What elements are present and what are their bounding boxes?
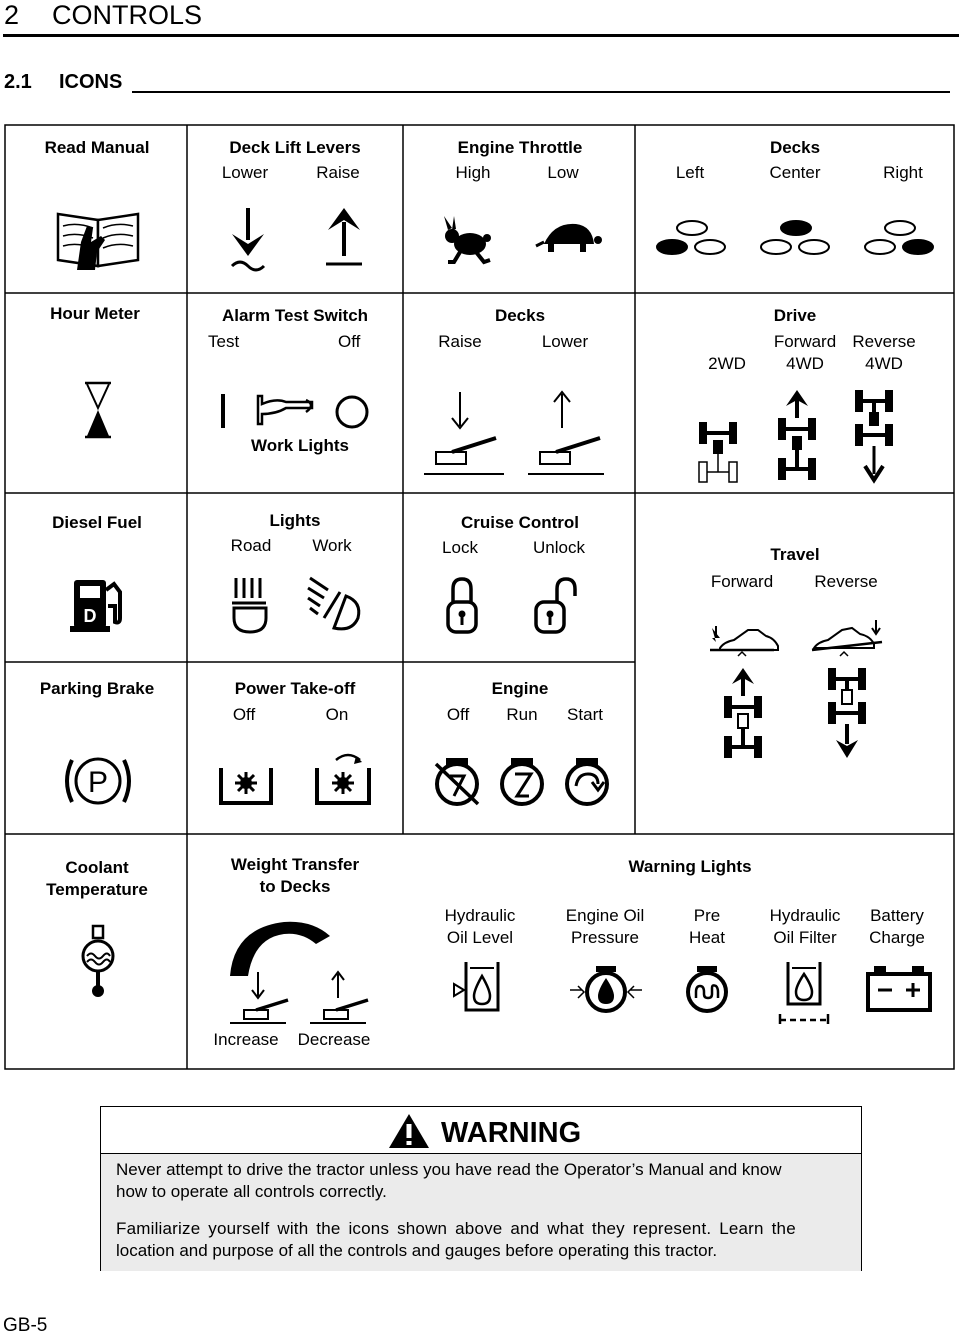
decks-center-label: Center [769, 163, 821, 182]
drive-4wd-reverse-label: 4WD [865, 354, 903, 373]
travel-forward-label: Forward [710, 572, 774, 591]
warning-para2 [116, 1218, 850, 1262]
warning-para2-line2: location and purpose of all the controls and gauges before operating this tractor. [116, 1241, 718, 1260]
increase-lever-icon [228, 970, 290, 1026]
coolant-title-line1: Coolant [65, 858, 129, 877]
hydraulic-oil-level-icon [452, 960, 504, 1014]
switch-off-icon [334, 394, 370, 430]
reverse-pedal-icon [810, 618, 884, 660]
fuel-pump-icon [70, 576, 128, 634]
weight-decrease-label: Decrease [297, 1030, 371, 1049]
alarm-off-label: Off [338, 332, 361, 351]
alarm-test-label: Test [208, 332, 240, 351]
cruise-lock-label: Lock [442, 538, 478, 557]
pto-off-icon [218, 766, 274, 806]
travel-reverse-label: Reverse [814, 572, 878, 591]
subsection-number: 2.1 [4, 71, 32, 93]
forward-pedal-icon [708, 624, 780, 660]
parking-brake-title: Parking Brake [39, 679, 155, 698]
warning-lights-title: Warning Lights [628, 857, 752, 876]
warning-light-hydraulic-oil-level-line1: Hydraulic [444, 906, 516, 925]
warning-para1-line1: Never attempt to drive the tractor unless you have read the Operator’s Manual and know [116, 1160, 782, 1179]
page-number: GB-5 [3, 1315, 48, 1336]
weight-transfer-arc-icon [226, 918, 356, 978]
warning-header [101, 1107, 861, 1154]
hydraulic-oil-filter-icon [776, 960, 832, 1026]
warning-para2-line1: Familiarize yourself with the icons shown above and what they represent. Learn the [116, 1219, 796, 1238]
decks-left-label: Left [675, 163, 705, 182]
horn-icon [256, 394, 316, 426]
rabbit-icon [440, 214, 494, 264]
coolant-temperature-icon [80, 924, 116, 998]
diesel-fuel-title: Diesel Fuel [52, 513, 142, 532]
warning-box [100, 1106, 862, 1271]
warning-light-hydraulic-oil-filter-line2: Oil Filter [773, 928, 837, 947]
cruise-control-title: Cruise Control [460, 513, 580, 532]
decks-raise-label: Raise [438, 332, 482, 351]
warning-light-battery-charge-line2: Charge [869, 928, 925, 947]
engine-run-icon [497, 756, 547, 806]
turtle-icon [536, 220, 600, 254]
decks-center-icon [758, 220, 834, 258]
deck-lift-lower-label: Lower [221, 163, 269, 182]
parking-brake-icon [62, 754, 134, 808]
engine-start-label: Start [567, 705, 603, 724]
decks-top-title: Decks [769, 138, 821, 157]
unlock-icon [534, 576, 582, 634]
hourglass-icon [84, 382, 112, 438]
deck-lift-title: Deck Lift Levers [229, 138, 361, 157]
warning-light-engine-oil-pressure-line2: Pressure [570, 928, 640, 947]
read-manual-title: Read Manual [44, 138, 150, 157]
deck-lower-lever-icon [524, 390, 604, 478]
coolant-title-line2: Temperature [46, 880, 148, 899]
decrease-lever-icon [308, 970, 370, 1026]
decks-mid-title: Decks [494, 306, 546, 325]
warning-heading: WARNING [441, 1117, 582, 1149]
travel-reverse-4wd-icon [826, 666, 868, 760]
travel-forward-4wd-icon [722, 666, 764, 760]
battery-charge-icon [866, 966, 932, 1012]
decks-right-icon [862, 220, 938, 258]
cruise-unlock-label: Unlock [533, 538, 585, 557]
4wd-reverse-icon [853, 388, 895, 484]
throttle-low-label: Low [547, 163, 579, 182]
engine-throttle-title: Engine Throttle [457, 138, 583, 157]
warning-light-battery-charge-line1: Battery [870, 906, 924, 925]
deck-lift-raise-label: Raise [316, 163, 360, 182]
decks-right-label: Right [883, 163, 923, 182]
2wd-chassis-icon [697, 418, 739, 486]
4wd-forward-icon [776, 388, 818, 484]
alarm-test-title: Alarm Test Switch [221, 306, 369, 325]
subsection-title: ICONS [59, 71, 123, 93]
svg-text:P: P [87, 766, 109, 799]
svg-text:D: D [83, 606, 97, 626]
weight-increase-label: Increase [213, 1030, 279, 1049]
pto-off-label: Off [232, 705, 256, 724]
warning-light-preheat-line2: Heat [689, 928, 725, 947]
pto-on-label: On [325, 705, 349, 724]
read-manual-icon [55, 206, 141, 272]
warning-para1 [116, 1159, 850, 1203]
pto-on-icon [314, 748, 374, 806]
engine-title: Engine [491, 679, 549, 698]
engine-off-icon [432, 756, 482, 806]
warning-triangle-icon [387, 1112, 431, 1150]
lights-title: Lights [269, 511, 321, 530]
engine-run-label: Run [506, 705, 538, 724]
preheat-icon [684, 966, 730, 1014]
warning-light-preheat-line1: Pre [693, 906, 721, 925]
warning-light-hydraulic-oil-filter-line1: Hydraulic [769, 906, 841, 925]
warning-light-engine-oil-pressure-line1: Engine Oil [565, 906, 645, 925]
drive-4wd-forward-label: 4WD [786, 354, 824, 373]
weight-transfer-title-line1: Weight Transfer [230, 855, 360, 874]
drive-title: Drive [773, 306, 817, 325]
switch-on-icon [218, 394, 228, 428]
decks-left-icon [654, 220, 730, 258]
drive-reverse-label: Reverse [852, 332, 916, 351]
raise-arrow-icon [324, 208, 364, 272]
engine-off-label: Off [446, 705, 470, 724]
weight-transfer-title-line2: to Decks [259, 877, 331, 896]
hour-meter-title: Hour Meter [50, 304, 140, 323]
decks-lower-label: Lower [541, 332, 589, 351]
section-number: 2 [4, 0, 20, 30]
throttle-high-label: High [455, 163, 491, 182]
pto-title: Power Take-off [234, 679, 356, 698]
lights-work-label: Work [312, 536, 352, 555]
work-lights-label: Work Lights [251, 436, 349, 455]
engine-oil-pressure-icon [568, 966, 644, 1016]
deck-raise-lever-icon [424, 390, 504, 478]
warning-para1-line2: how to operate all controls correctly. [116, 1182, 387, 1201]
lock-icon [446, 576, 478, 634]
section-title: CONTROLS [52, 0, 203, 30]
travel-title: Travel [770, 545, 820, 564]
drive-forward-label: Forward [773, 332, 837, 351]
drive-2wd-label: 2WD [708, 354, 746, 373]
road-light-icon [230, 576, 270, 636]
lower-arrow-icon [228, 208, 268, 272]
warning-light-hydraulic-oil-level-line2: Oil Level [446, 928, 514, 947]
work-light-icon [306, 574, 362, 636]
engine-start-icon [562, 756, 612, 806]
lights-road-label: Road [230, 536, 272, 555]
